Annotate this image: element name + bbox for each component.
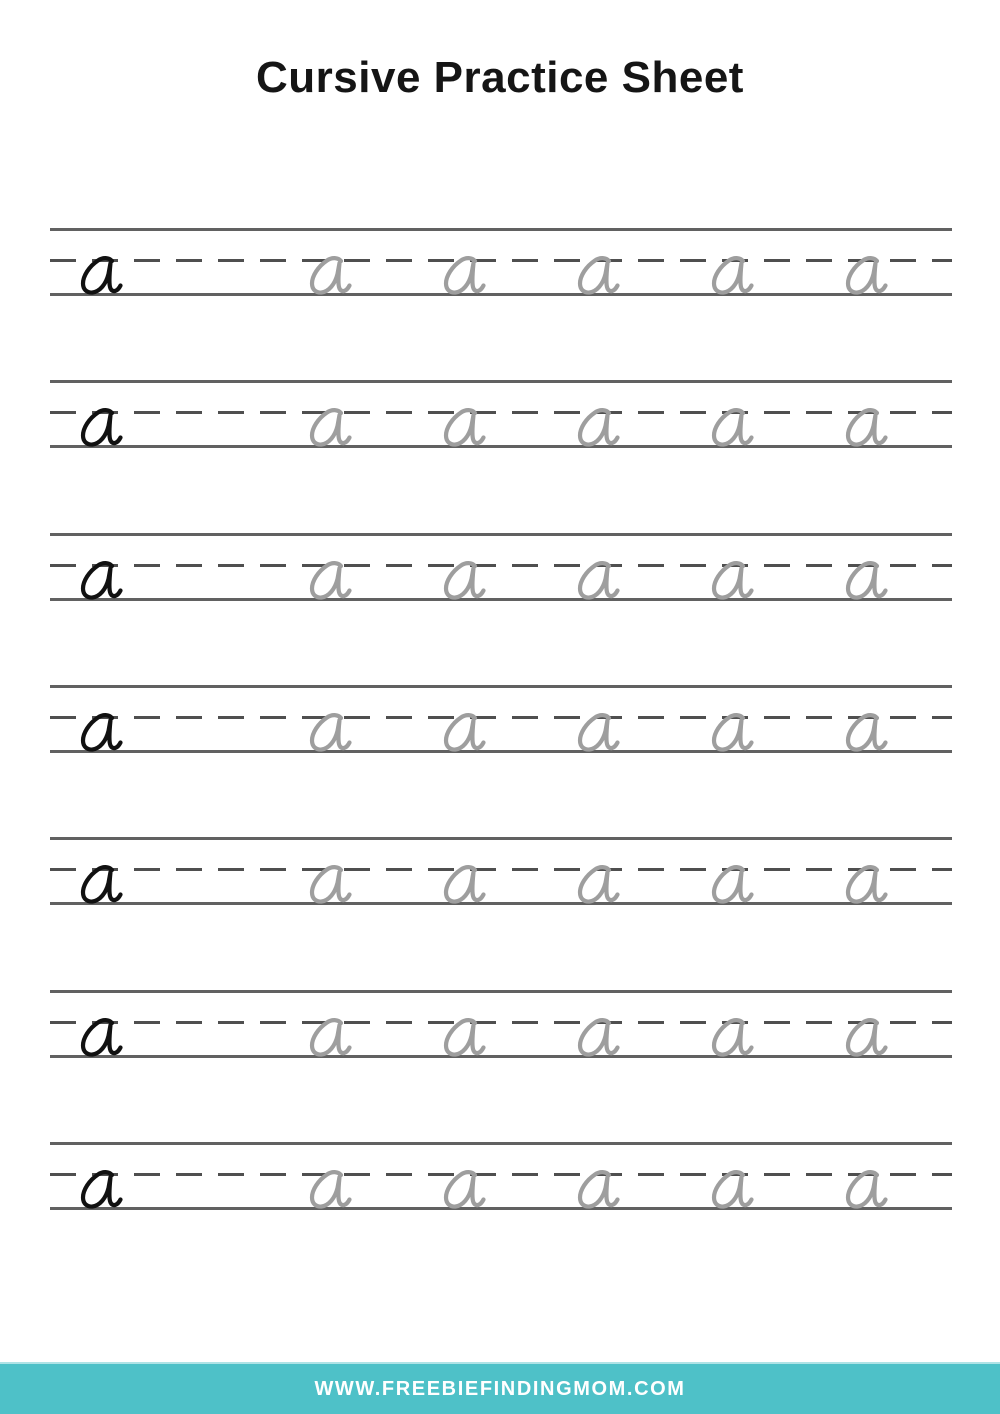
trace-letter-a — [574, 865, 620, 905]
trace-letter-a — [574, 1170, 620, 1210]
example-letter-a — [77, 561, 123, 601]
trace-letter-a — [306, 408, 352, 448]
trace-letter-a — [574, 1018, 620, 1058]
trace-letter-a — [842, 865, 888, 905]
practice-row — [50, 228, 952, 298]
top-writing-line — [50, 1142, 952, 1145]
trace-letter-a — [306, 865, 352, 905]
trace-letter-a — [842, 408, 888, 448]
practice-row — [50, 533, 952, 603]
trace-letter-a — [842, 1018, 888, 1058]
practice-row — [50, 990, 952, 1060]
footer-bar — [0, 1362, 1000, 1414]
dashed-midline — [50, 1173, 952, 1176]
trace-letter-a — [842, 713, 888, 753]
practice-row — [50, 380, 952, 450]
trace-letter-a — [574, 561, 620, 601]
example-letter-a — [77, 408, 123, 448]
example-letter-a — [77, 865, 123, 905]
dashed-midline — [50, 564, 952, 567]
trace-letter-a — [842, 1170, 888, 1210]
trace-letter-a — [708, 1170, 754, 1210]
trace-letter-a — [708, 256, 754, 296]
bottom-writing-line — [50, 902, 952, 905]
top-writing-line — [50, 685, 952, 688]
trace-letter-a — [708, 1018, 754, 1058]
trace-letter-a — [708, 713, 754, 753]
practice-row — [50, 837, 952, 907]
bottom-writing-line — [50, 750, 952, 753]
trace-letter-a — [306, 256, 352, 296]
trace-letter-a — [440, 713, 486, 753]
trace-letter-a — [708, 865, 754, 905]
trace-letter-a — [842, 256, 888, 296]
example-letter-a — [77, 256, 123, 296]
dashed-midline — [50, 259, 952, 262]
footer-url: WWW.FREEBIEFINDINGMOM.COM — [314, 1377, 686, 1400]
bottom-writing-line — [50, 598, 952, 601]
trace-letter-a — [440, 256, 486, 296]
trace-letter-a — [708, 408, 754, 448]
bottom-writing-line — [50, 1207, 952, 1210]
top-writing-line — [50, 837, 952, 840]
trace-letter-a — [842, 561, 888, 601]
example-letter-a — [77, 1018, 123, 1058]
trace-letter-a — [440, 408, 486, 448]
top-writing-line — [50, 533, 952, 536]
trace-letter-a — [708, 561, 754, 601]
trace-letter-a — [306, 1018, 352, 1058]
example-letter-a — [77, 1170, 123, 1210]
page-title: Cursive Practice Sheet — [256, 53, 744, 102]
trace-letter-a — [440, 561, 486, 601]
top-writing-line — [50, 380, 952, 383]
top-writing-line — [50, 990, 952, 993]
practice-row — [50, 685, 952, 755]
top-writing-line — [50, 228, 952, 231]
trace-letter-a — [574, 408, 620, 448]
bottom-writing-line — [50, 1055, 952, 1058]
dashed-midline — [50, 868, 952, 871]
trace-letter-a — [440, 1018, 486, 1058]
trace-letter-a — [440, 1170, 486, 1210]
dashed-midline — [50, 411, 952, 414]
trace-letter-a — [306, 713, 352, 753]
bottom-writing-line — [50, 445, 952, 448]
trace-letter-a — [574, 713, 620, 753]
practice-row — [50, 1142, 952, 1212]
example-letter-a — [77, 713, 123, 753]
dashed-midline — [50, 716, 952, 719]
trace-letter-a — [574, 256, 620, 296]
dashed-midline — [50, 1021, 952, 1024]
trace-letter-a — [306, 1170, 352, 1210]
trace-letter-a — [440, 865, 486, 905]
bottom-writing-line — [50, 293, 952, 296]
trace-letter-a — [306, 561, 352, 601]
